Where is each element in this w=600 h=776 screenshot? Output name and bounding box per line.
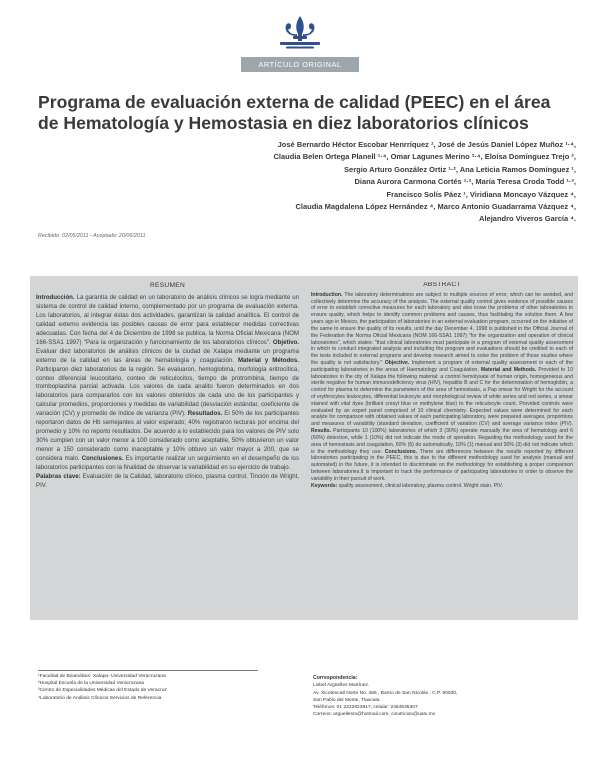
correspondence-line: San Pablo del Monte, Tlaxcala.	[313, 697, 381, 703]
objective-label: Objective.	[384, 359, 410, 366]
author-line: Francisco Solís Páez ¹, Viridiana Moncayo Vázquez ⁴,	[386, 189, 576, 199]
resumen-column	[36, 282, 299, 617]
title-line-2: de Hematología y Hemostasia en diez laboratorios clínicos	[38, 113, 529, 133]
intro-text: The laboratory determinations are subject to multiple sources of error, which can be avoided, and collectively determine the accuracy of the analysis. The external quality control gives evidence of possible causes of error to establish corrective measures for each laboratory and also know the problems of other laboratories to ensure quality, which helps to identify common problems and causes, thus facilitating the solution them. A few years ago in Mexico, the participation of laboratories in an external evaluation program, occurred on the initiative of the same to ensure the quality of its results, until the day December 4, 1998 is published in the Official Journal of the Federation the Norma Oficial Mexicana (NOM 166-SSA1 1997) "for the organization and operation of clinical laboratories", which states: "that clinical laboratories must participate in a program of external quality assessment in which to conduct integrated analysis and including the program and evaluations should be credited to each of the tests included in external programs and develop research aimed to solve the problem of those studies where the quality is not satisfactory."	[311, 291, 573, 366]
methods-label: Material and Methods.	[480, 366, 537, 373]
keywords	[311, 483, 573, 490]
results-label: Resultados.	[187, 410, 223, 418]
affiliation-item: ¹Facultad de Bioanálisis- Xalapa- Universidad Veracruzana	[38, 674, 166, 679]
correspondence-line: Lisbet Argüelles Martínez.	[313, 683, 370, 689]
affiliation-item: ³Centro de Especialidades Médicas del Estado de Veracruz	[38, 688, 167, 694]
correspondence	[313, 675, 575, 719]
resumen-heading: RESUMEN	[149, 282, 186, 289]
methods-text: Participaron diez laboratorios de la región. Se evaluaron, hemoglobina, morfología eritrocítica, conteo diferencial leucocitario, conteo de reticulocitos, tiempo de protrombina, tiempo de tromboplastina parcial activada. Los valores de cada analito fueron determinados en dos laboratorios para compararlos con los valores obtenidos de cada uno de los participantes y calcular promedios, proporciones y medidas de variabilidad (desviación estándar, coeficiente de variación (CV) y promedio de índice de varianza (PIV).	[36, 365, 299, 418]
author-line: Alejandro Viveros García ⁴.	[479, 214, 576, 224]
conclusions-text: There are differences between the results reported by different laboratories participating in the PEEC, this is due to the different methodology used for analysis (manual and automated) in the future, it is intended to discriminate on the methodology for establishing a proper comparison between laboratories.It is important to track the performance of participating laboratories in order to observe the variability in their pursuit of work.	[311, 448, 573, 482]
results-label: Results.	[311, 428, 331, 435]
intro-label: Introducción.	[36, 293, 75, 301]
correspondence-line: Teléfonos: 01 2222823917, celular: 2464635307.	[313, 705, 420, 711]
conclusions-label: Conclusiones.	[81, 455, 124, 463]
objective-text: Evaluar diez laboratorios de análisis clínicos de la ciudad de Xalapa mediante un programa externo de la calidad en las áreas de hematología y coagulación.	[36, 347, 299, 364]
author-line: José Bernardo Héctor Escobar Henrríquez ¹, José de Jesús Daniel López Muñoz ¹·⁴,	[277, 140, 576, 149]
author-line: Claudia Magdalena López Hernández ⁴, Marco Antonio Guadarrama Vázquez ⁴,	[295, 202, 576, 212]
conclusions-label: Conclusions.	[384, 448, 418, 455]
author-line: Sergio Arturo González Ortiz ¹·², Ana Leticia Ramos Domínguez ¹,	[344, 164, 576, 174]
author-line: Claudia Belen Ortega Planell ¹·⁴, Omar Lagunes Merino ²·⁴, Eloísa Domínguez Trejo ²,	[273, 152, 576, 162]
abstract-box	[30, 276, 578, 620]
title-line-1: Programa de evaluación externa de calidad (PEEC) en el área	[38, 92, 551, 112]
abstract-column	[311, 282, 573, 617]
objective-text: Implement a program of external quality assessment in each of the participating laboratories in the areas of Haematology and Coagulation.	[311, 359, 573, 373]
keywords	[36, 473, 299, 491]
received-accepted-dates: Recibido: 02/05/2011 - Aceptado: 20/06/2011	[38, 233, 146, 239]
results-text: Participants 10 (100%) laboratories of which 3 (30%) operate manually the area of hematology and 6 (60%) detection, while 1 (10%) did not indicate the mode of operation. Regarding the methodology used for the area of hemostasis and coagulation, 60% (6) do automatically, 10% (1) manual and 30% (3) did not indicate which is the methodology they use.	[311, 428, 573, 455]
methods-text: Provided to 10 laboratories in the city of Xalapa the following material: a control hemolysate of human origin, homogeneous and sterile negative for human immunodeficiency virus (HIV), hepatitis B and C for the determination of hemoglobin, a control for plasma to determine the parameters of the area of hemostasis, a Pap smear for Wright for the account of erythrocytes leukocytes, differential leukocyte and morphological review of white series and red series, a smear stained with vital dyes (brilliant cresyl blue or methylene blue) to the reticulocyte count. Provided controls were evaluated by an expert panel comprised of 10 clinical chemistry. Expected values were determined for each analyte for comparison with obtained values of each participating laboratory, were prepared averages, proportions and measures of variability (standard deviation, coefficient of variation (CV) and average variance index (PIV).	[311, 366, 573, 428]
resumen-text	[36, 294, 299, 473]
keywords-label: Keywords:	[311, 482, 338, 489]
keywords-text: quality assessment, clinical laboratory, plasma control. Wright stain. PIV.	[337, 482, 503, 489]
affiliation-item: ⁴Laboratorio de Análisis Clínicos Servicios de Referencia	[38, 695, 162, 701]
footnote-divider	[38, 670, 258, 671]
fleur-de-lis-logo-icon	[278, 14, 322, 52]
affiliations	[38, 673, 278, 702]
author-line: Diana Aurora Carmona Cortés ¹·², María Teresa Croda Todd ¹·³,	[354, 177, 576, 187]
results-text: El 50% de los participantes reportaron datos de Hb semejantes al valor esperado; 40% registraron lecturas por encima del promedio y 10% no reporto resultados. De acuerdo a lo establecido para los valores de PIV solo 30% cumplen con un valor menor a 100 considerado como aceptable, 50% obtuvieron un valor menor a 150 considerado como inaceptable y 10% obtuvo un valor mayor a 200, que se considera malo.	[36, 410, 299, 463]
keywords-label: Palabras clave:	[36, 473, 81, 481]
article-title	[38, 92, 578, 134]
abstract-text	[311, 292, 573, 483]
affiliation-item: ²Hospital Escuela de la Universidad Veracruzana	[38, 681, 145, 687]
objective-label: Objetivo.	[272, 338, 299, 346]
abstract-heading: ABSTRACT	[423, 282, 461, 288]
correspondence-line: Av. Xicotencatl Norte No. 466 , Barrio de San Nicolás , C.P. 90030,	[313, 690, 458, 696]
section-label: ARTÍCULO ORIGINAL	[241, 57, 359, 72]
correspondence-heading: Correspondencia:	[313, 675, 358, 681]
conclusions-text: Es importante realizar un seguimiento en el desempeño de los laboratorios participantes con la finalidad de observar la variabilidad en su ejercicio de trabajo.	[36, 455, 299, 472]
correspondence-email: Correos: arguellesm@hotmail.com, cinutricion@uatx.mx	[313, 712, 436, 718]
methods-label: Material y Métodos.	[237, 356, 299, 364]
intro-text: La garantía de calidad en un laboratorio de análisis clínicos se logra mediante un sistema de control de calidad interno, complementado por un programa de evaluación externa. Los laboratorios, al integrar éstas dos actividades, garantizan la calidad analítica. El control de calidad externo evidencia las posibles causas de error para establecer medidas correctivas adecuadas. Con fecha del 4 de Diciembre de 1998 se publica, la Norma Oficial Mexicana (NOM 166-SSA1 1997) "Para la organización y funcionamiento de los laboratorios clínicos".	[36, 293, 299, 346]
author-list	[150, 139, 576, 226]
keywords-text: Evaluación de la Calidad, laboratorio clínico, plasma control. Tinción de Wright, PIV.	[36, 473, 299, 489]
intro-label: Introduction.	[311, 291, 343, 298]
